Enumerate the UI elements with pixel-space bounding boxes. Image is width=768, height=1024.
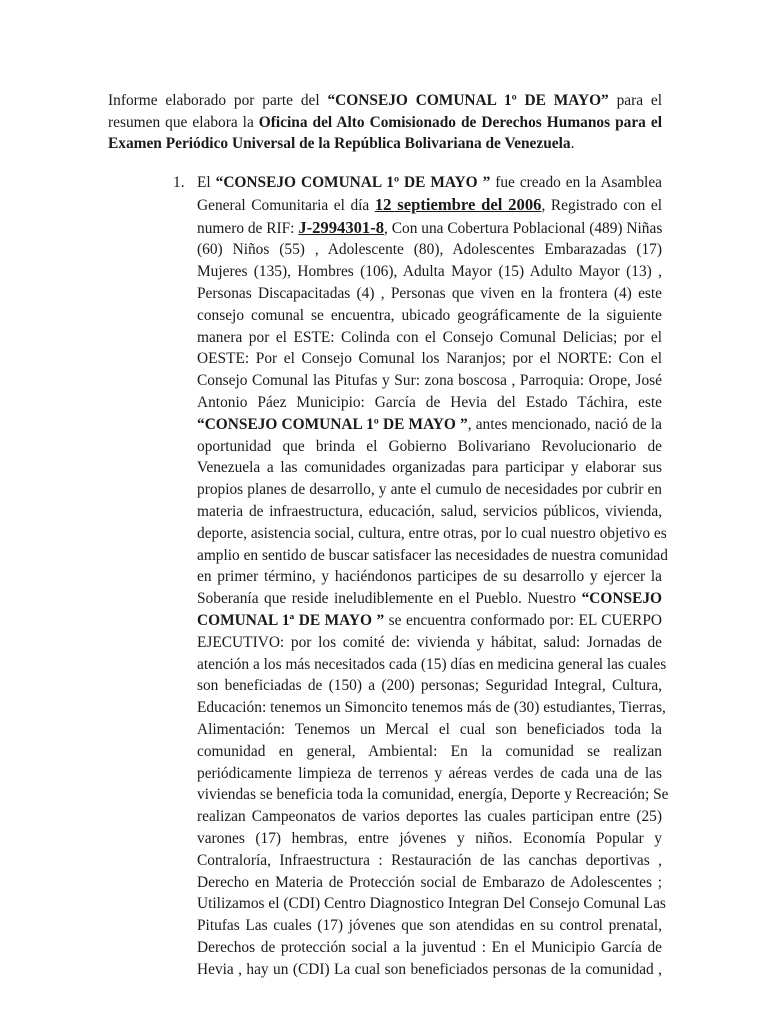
body-line: EJECUTIVO: por los comité de: vivienda y hábitat, salud: Jornadas de (197, 633, 662, 651)
body-text: fue creado en la Asamblea (490, 174, 662, 191)
body-text: , antes mencionado, nació de la (467, 415, 662, 433)
body-line: Alimentación: Tenemos un Mercal el cual son beneficiados toda la (197, 720, 662, 738)
list-item-body (197, 172, 669, 980)
body-line (197, 414, 662, 436)
rif-number (298, 218, 384, 237)
body-text: se encuentra conformado por: EL CUERPO (384, 611, 663, 629)
body-line: son beneficiadas de (150) a (200) personas; Seguridad Integral, Cultura, (197, 677, 662, 695)
body-line: Mujeres (135), Hombres (106), Adulta Mayor (15) Adulto Mayor (13) , (197, 263, 662, 281)
body-line: Contraloría, Infraestructura : Restauración de las canchas deportivas , (197, 851, 662, 869)
body-text: , Registrado con el (541, 196, 662, 214)
intro-line-1 (108, 90, 662, 112)
body-line: (60) Niños (55) , Adolescente (80), Adolescentes Embarazadas (17) (197, 241, 662, 259)
body-line: atención a los más necesitados cada (15) días en medicina general las cuales (197, 655, 667, 673)
intro-text: resumen que elabora la (108, 113, 259, 131)
body-line: oportunidad que brinda el Gobierno Bolivariano Revolucionario de (197, 437, 662, 455)
body-text: , Con una Cobertura Poblacional (489) Niñas (384, 219, 663, 237)
body-line (197, 194, 662, 217)
council-name: “CONSEJO (581, 590, 662, 608)
exam-name: Examen Periódico Universal de la República Bolivariana de Venezuela (108, 135, 571, 152)
body-line: Derecho en Materia de Protección social de Embarazo de Adolescentes ; (197, 873, 662, 891)
body-line: Hevia , hay un (CDI) La cual son beneficiados personas de la comunidad , (197, 960, 662, 978)
body-line: Utilizamos el (CDI) Centro Diagnostico Integran Del Consejo Comunal Las (197, 895, 666, 913)
body-line: consejo comunal se encuentra, ubicado geográficamente de la siguiente (197, 306, 662, 324)
intro-text: para el (608, 92, 662, 109)
body-line: Educación: tenemos un Simoncito tenemos más de (30) estudiantes, Tierras, (197, 699, 666, 717)
body-text: Soberanía que reside ineludiblemente en el Pueblo. Nuestro (197, 590, 582, 608)
creation-date (375, 195, 542, 214)
body-text: El (197, 174, 216, 191)
intro-paragraph (108, 90, 662, 155)
body-line: deporte, asistencia social, cultura, entre otras, por lo cual nuestro objetivo es (197, 524, 667, 542)
body-line: realizan Campeonatos de varios deportes las cuales participan entre (25) (197, 808, 662, 826)
body-text: General Comunitaria el día (197, 196, 375, 214)
intro-line-2 (108, 112, 662, 134)
council-name: “CONSEJO COMUNAL 1º DE MAYO ” (215, 174, 491, 191)
body-line: amplio en sentido de buscar satisfacer las necesidades de nuestra comunidad (197, 546, 668, 564)
body-line: manera por el ESTE: Colinda con el Consejo Comunal Delicias; por el (197, 328, 662, 346)
body-line: periódicamente limpieza de terrenos y aéreas verdes de cada una de las (197, 764, 662, 782)
intro-text: Informe elaborado por parte del (108, 92, 328, 109)
body-line: Personas Discapacitadas (4) , Personas que viven en la frontera (4) este (197, 284, 662, 302)
council-name: “CONSEJO COMUNAL 1º DE MAYO ” (197, 415, 468, 433)
body-line: materia de infraestructura, educación, salud, servicios públicos, vivienda, (197, 502, 662, 520)
body-line: Consejo Comunal las Pitufas y Sur: zona boscosa , Parroquia: Orope, José (197, 372, 662, 390)
body-line: Pitufas Las cuales (17) jóvenes que son atendidas en su control prenatal, (197, 917, 662, 935)
body-text: numero de RIF: (197, 219, 299, 237)
body-line: Derechos de protección social a la juventud : En el Municipio García de (197, 938, 662, 956)
body-line: OESTE: Por el Consejo Comunal los Naranjos; por el NORTE: Con el (197, 350, 662, 368)
body-line (197, 588, 662, 610)
rif-number-text: J-2994301-8 (298, 217, 385, 237)
body-line: propios planes de desarrollo, y ante el cumulo de necesidades por cubrir en (197, 481, 662, 499)
body-line (197, 217, 662, 240)
council-name: “CONSEJO COMUNAL 1º DE MAYO” (327, 92, 609, 109)
list-item-number: 1. (173, 174, 185, 191)
body-line: varones (17) hembras, entre jóvenes y niños. Economía Popular y (197, 829, 662, 847)
office-name: Oficina del Alto Comisionado de Derechos Humanos para el (258, 113, 662, 131)
body-line (197, 172, 662, 194)
body-line: Antonio Páez Municipio: García de Hevia del Estado Táchira, este (197, 393, 662, 411)
body-line: viviendas se beneficia toda la comunidad, energía, Deporte y Recreación; Se (197, 786, 669, 804)
body-line: Venezuela a las comunidades organizadas para participar y elaborar sus (197, 459, 662, 477)
intro-line-3 (108, 133, 662, 155)
body-line: en primer término, y haciéndonos participes de su desarrollo y ejercer la (197, 568, 662, 586)
body-line: comunidad en general, Ambiental: En la comunidad se realizan (197, 742, 662, 760)
body-line (197, 610, 662, 632)
council-name: COMUNAL 1ª DE MAYO ” (197, 611, 385, 629)
creation-date-text: 12 septiembre del 2006 (374, 194, 542, 214)
intro-text: . (570, 135, 575, 152)
